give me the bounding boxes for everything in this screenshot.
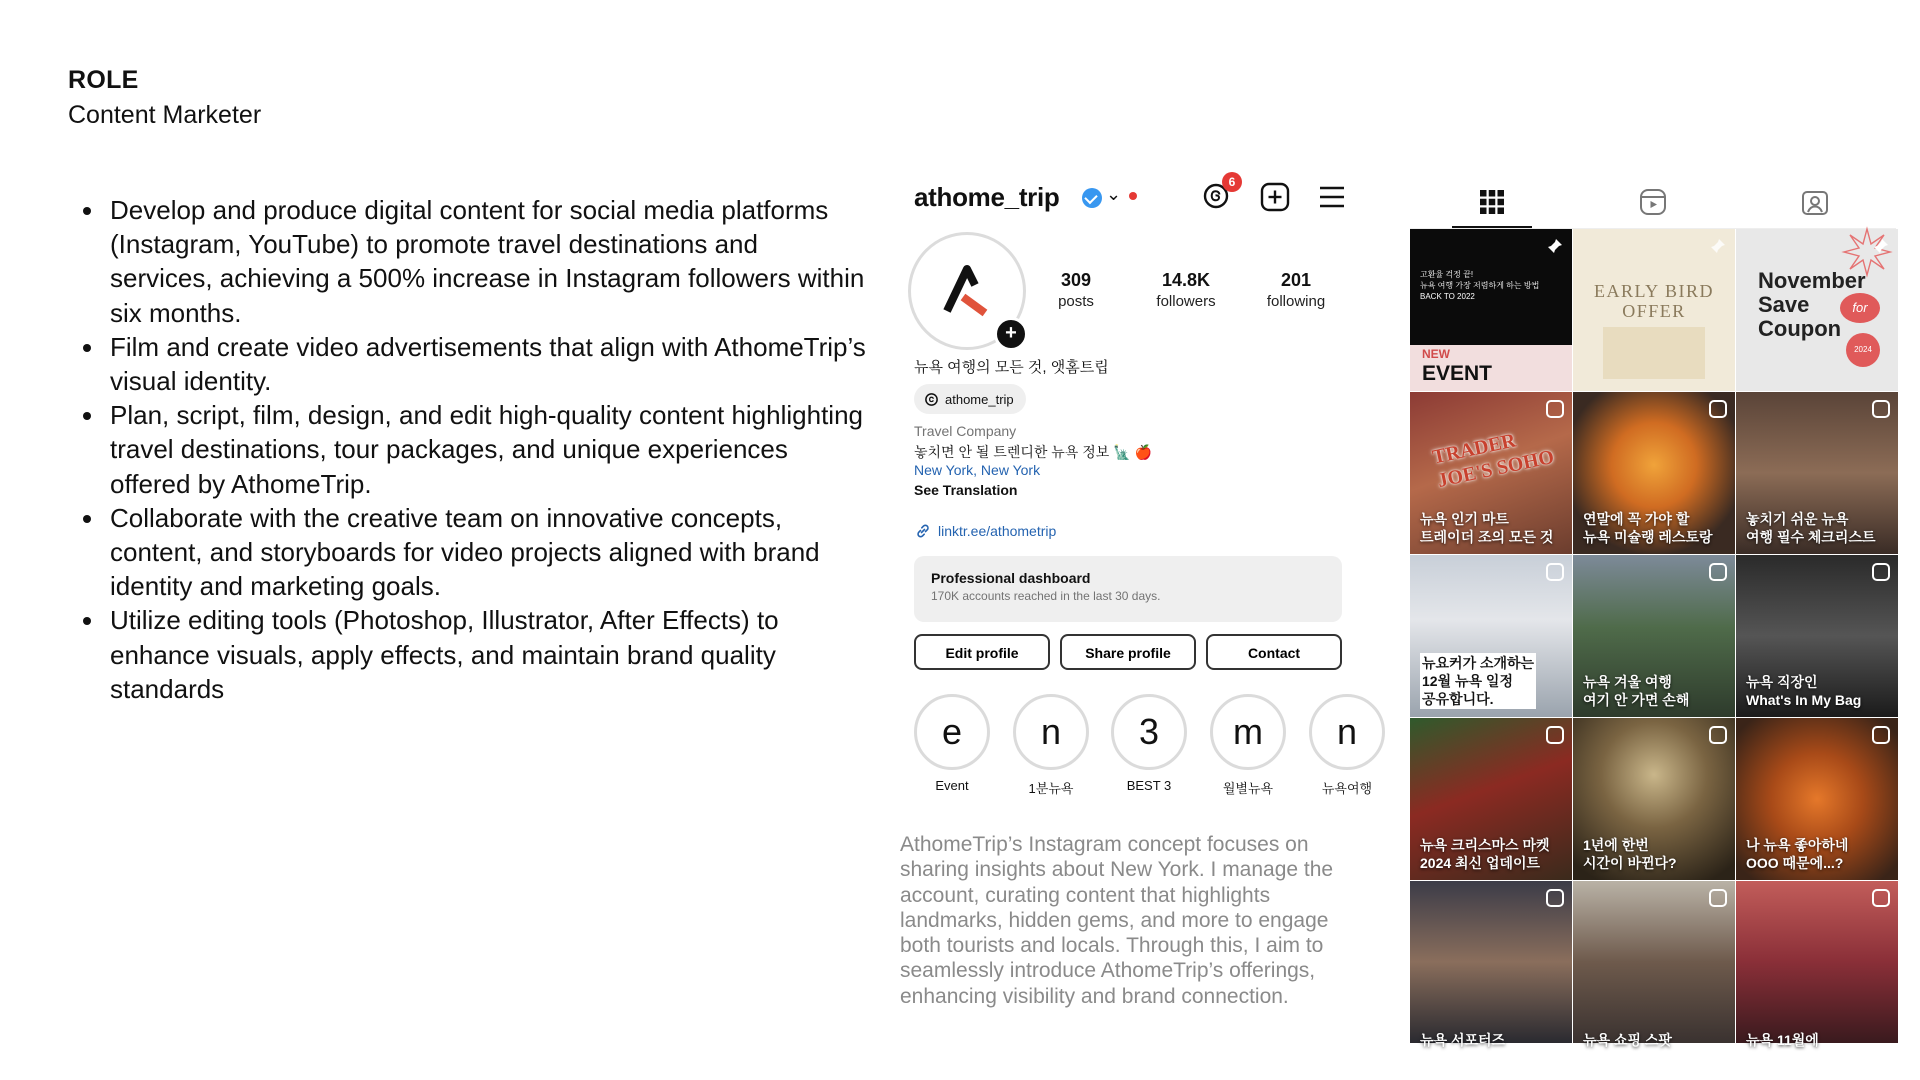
post-tile[interactable] xyxy=(1573,392,1735,554)
instagram-profile xyxy=(908,175,1373,808)
dashboard-title: Professional dashboard xyxy=(931,570,1091,586)
multi-post-icon xyxy=(1709,400,1727,418)
stat-followers-label: followers xyxy=(1156,293,1216,310)
chevron-down-icon[interactable]: ⌄ xyxy=(1106,184,1122,204)
profile-display-name: 뉴욕 여행의 모든 것, 앳홈트립 xyxy=(914,359,1109,376)
profile-link[interactable] xyxy=(914,522,1056,540)
post-tile[interactable] xyxy=(1573,881,1735,1048)
highlight-label: BEST 3 xyxy=(1126,778,1172,793)
dashboard-subtitle: 170K accounts reached in the last 30 days. xyxy=(931,589,1161,603)
responsibility-item: • Film and create video advertisements that align with AthomeTrip’s visual identity. xyxy=(106,330,866,398)
post-caption: EARLY BIRD OFFER xyxy=(1593,281,1715,321)
reel-icon xyxy=(1709,726,1727,744)
post-tile[interactable] xyxy=(1736,229,1898,391)
edit-profile-button[interactable]: Edit profile xyxy=(914,634,1050,670)
highlight-label: 뉴욕여행 xyxy=(1321,781,1373,796)
instagram-concept-description: AthomeTrip’s Instagram concept focuses on sharing insights about New York. I manage the account, curating content that highlights landmarks, hidden gems, and more to engage both tourists and locals. Through this, I aim to seamlessly introduce AthomeTrip’s offerings, enhancing visibility and brand connection. xyxy=(900,833,1334,1008)
post-tile[interactable] xyxy=(1410,881,1572,1048)
responsibility-item: • Plan, script, film, design, and edit high-quality content highlighting travel destinations, tour packages, and unique experiences offered by AthomeTrip. xyxy=(106,398,866,501)
stat-following-value: 201 xyxy=(1280,270,1312,290)
post-tile[interactable] xyxy=(1736,718,1898,880)
pin-icon xyxy=(1709,237,1727,255)
post-year: 2024 xyxy=(1846,333,1880,367)
profile-username[interactable]: athome_trip xyxy=(914,182,1060,212)
post-tile[interactable] xyxy=(1736,881,1898,1048)
reel-icon xyxy=(1872,726,1890,744)
highlight-cover: n xyxy=(1013,694,1089,770)
highlight-monthly-newyork[interactable] xyxy=(1198,694,1298,797)
post-caption: 뉴욕 인기 마트 트레이더 조의 모든 것 xyxy=(1420,511,1554,545)
post-caption: 연말에 꼭 가야 할 뉴욕 미슐랭 레스토랑 xyxy=(1583,511,1713,545)
multi-post-icon xyxy=(1872,400,1890,418)
post-caption: 뉴욕 쇼핑 스팟 xyxy=(1583,1032,1672,1048)
highlight-cover: 3 xyxy=(1111,694,1187,770)
post-caption: 놓치기 쉬운 뉴욕 여행 필수 체크리스트 xyxy=(1746,511,1876,545)
stat-posts-value: 309 xyxy=(1060,270,1092,290)
grid-tab-icon[interactable] xyxy=(1479,189,1505,215)
highlight-label: 월별뉴욕 xyxy=(1222,781,1274,796)
role-heading: ROLE xyxy=(68,66,139,94)
notification-dot-icon xyxy=(1129,192,1137,200)
stat-posts[interactable] xyxy=(1031,270,1121,310)
see-translation-link[interactable]: See Translation xyxy=(914,482,1018,498)
post-caption: 뉴욕 크리스마스 마켓 2024 최신 업데이트 xyxy=(1420,837,1550,871)
responsibility-item: • Develop and produce digital content for social media platforms (Instagram, YouTube) to promote travel destinations and services, achieving a 500% increase in Instagram followers within six months. xyxy=(106,193,866,330)
reel-icon xyxy=(1709,563,1727,581)
post-caption: 1년에 한번 시간이 바뀐다? xyxy=(1583,837,1677,871)
threads-small-icon xyxy=(924,392,939,407)
store-sign: TRADER JOE'S SOHO xyxy=(1430,428,1556,493)
threads-link-chip[interactable] xyxy=(914,384,1026,414)
responsibilities-list xyxy=(80,193,866,706)
post-grid-panel xyxy=(1410,172,1896,1048)
role-title: Content Marketer xyxy=(68,101,262,129)
highlight-newyork-travel[interactable] xyxy=(1297,694,1397,797)
highlight-best3[interactable] xyxy=(1099,694,1199,793)
stat-followers[interactable] xyxy=(1141,270,1231,310)
post-small-text: 고환율 걱정 끝! 뉴욕 여행 가장 저렴하게 하는 방법 BACK TO 2022 xyxy=(1420,270,1540,301)
reel-icon xyxy=(1872,889,1890,907)
stat-following-label: following xyxy=(1266,293,1326,310)
notification-count-badge: 6 xyxy=(1222,172,1242,192)
highlight-cover: e xyxy=(914,694,990,770)
profile-location[interactable]: New York, New York xyxy=(914,462,1041,478)
tagged-tab-icon[interactable] xyxy=(1801,188,1829,216)
post-image xyxy=(1603,327,1705,379)
post-tile[interactable] xyxy=(1736,392,1898,554)
post-badge: for xyxy=(1840,293,1880,323)
stat-followers-value: 14.8K xyxy=(1161,270,1211,290)
share-profile-button[interactable]: Share profile xyxy=(1060,634,1196,670)
post-caption: 뉴욕 서포터즈 xyxy=(1420,1032,1506,1048)
add-story-icon[interactable]: + xyxy=(994,317,1028,351)
post-caption: 나 뉴욕 좋아하네 OOO 때문에...? xyxy=(1746,837,1849,871)
post-caption: 뉴요커가 소개하는 12월 뉴욕 일정 공유합니다. xyxy=(1422,655,1535,707)
post-tile[interactable] xyxy=(1736,555,1898,717)
post-caption: 뉴욕 11월에 xyxy=(1746,1032,1819,1048)
stat-posts-label: posts xyxy=(1058,293,1094,310)
post-tile[interactable] xyxy=(1410,392,1572,554)
post-tile[interactable] xyxy=(1410,718,1572,880)
profile-link-text: linktr.ee/athometrip xyxy=(938,523,1057,539)
contact-button[interactable]: Contact xyxy=(1206,634,1342,670)
reels-tab-icon[interactable] xyxy=(1639,188,1667,216)
multi-post-icon xyxy=(1709,889,1727,907)
profile-bio: 놓치면 안 될 트렌디한 뉴욕 정보 🗽 🍎 xyxy=(914,444,1152,460)
post-tile[interactable] xyxy=(1573,718,1735,880)
reel-icon xyxy=(1546,563,1564,581)
reel-icon xyxy=(1546,889,1564,907)
stat-following[interactable] xyxy=(1251,270,1341,310)
responsibility-item: • Utilize editing tools (Photoshop, Illustrator, After Effects) to enhance visuals, apply effects, and maintain brand quality standards xyxy=(106,603,866,706)
pin-icon xyxy=(1872,237,1890,255)
threads-handle: athome_trip xyxy=(945,391,1014,407)
create-post-icon[interactable] xyxy=(1260,182,1290,212)
professional-dashboard[interactable] xyxy=(914,556,1342,622)
highlight-cover: n xyxy=(1309,694,1385,770)
post-tile[interactable] xyxy=(1573,229,1735,391)
responsibility-item: • Collaborate with the creative team on innovative concepts, content, and storyboards for video projects aligned with brand identity and marketing goals. xyxy=(106,501,866,604)
verified-badge-icon xyxy=(1082,188,1102,208)
profile-tabbar xyxy=(1410,172,1896,229)
multi-post-icon xyxy=(1872,563,1890,581)
highlight-1min-newyork[interactable] xyxy=(1001,694,1101,797)
reel-icon xyxy=(1546,400,1564,418)
post-caption: November Save Coupon xyxy=(1758,268,1866,341)
post-caption: 뉴욕 겨울 여행 여기 안 가면 손해 xyxy=(1583,674,1690,708)
profile-category: Travel Company xyxy=(914,423,1017,439)
highlight-event[interactable] xyxy=(902,694,1002,793)
active-tab-indicator xyxy=(1452,226,1532,228)
pin-icon xyxy=(1546,237,1564,255)
menu-icon[interactable] xyxy=(1318,184,1346,210)
post-caption: EVENT xyxy=(1422,362,1493,385)
post-tile[interactable] xyxy=(1410,229,1572,391)
highlight-cover: m xyxy=(1210,694,1286,770)
post-tile[interactable] xyxy=(1573,555,1735,717)
link-icon xyxy=(914,522,932,540)
highlight-label: 1분뉴욕 xyxy=(1028,781,1074,796)
post-tile[interactable] xyxy=(1410,555,1572,717)
multi-post-icon xyxy=(1546,726,1564,744)
post-tag: NEW xyxy=(1422,347,1450,361)
highlight-label: Event xyxy=(935,778,969,793)
post-caption: 뉴욕 직장인 What's In My Bag xyxy=(1746,674,1862,708)
